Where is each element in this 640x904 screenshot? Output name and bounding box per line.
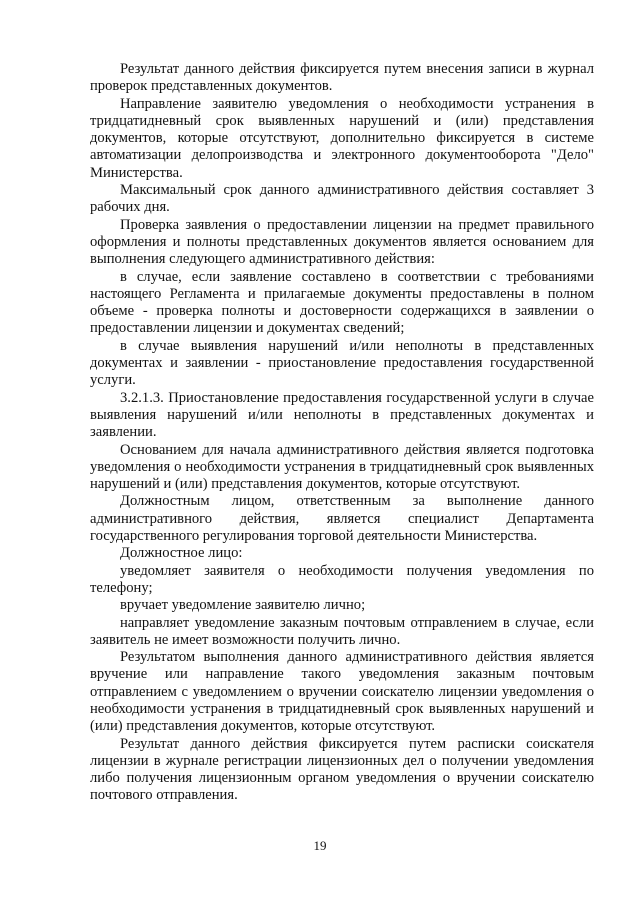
- paragraph-2: Направление заявителю уведомления о необходимости устранения в тридцатидневный срок выявленных нарушений и (или) представления документов, которые отсутствуют, дополнительно фиксируется в системе автоматизации делопроизводства и электронного документооборота "Дело" Министерства.: [90, 95, 594, 181]
- paragraph-10: Должностное лицо:: [120, 545, 243, 562]
- paragraph-5: в случае, если заявление составлено в соответствии с требованиями настоящего Регламента и прилагаемые документы предоставлены в полном объеме - проверка полноты и достоверности содержащихся в заявлении о предоставлении лицензии и документах сведений;: [90, 268, 594, 337]
- paragraph-11: уведомляет заявителя о необходимости получения уведомления по телефону;: [90, 562, 594, 596]
- paragraph-4: Проверка заявления о предоставлении лицензии на предмет правильного оформления и полноты представленных документов является основанием для выполнения следующего административного действия:: [90, 216, 594, 268]
- paragraph-14: Результатом выполнения данного административного действия является вручение или направление такого уведомления заказным почтовым отправлением с уведомлением о вручении соискателю лицензии уведомления о необходимости устранения в тридцатидневный срок выявленных нарушений и (или) представления документов, которые отсутствуют.: [90, 649, 594, 735]
- paragraph-8: Основанием для начала административного действия является подготовка уведомления о необходимости устранения в тридцатидневный срок выявленных нарушений и (или) представления документов, которые отсутствуют.: [90, 441, 594, 493]
- paragraph-9: Должностным лицом, ответственным за выполнение данного административного действия, является специалист Департамента государственного регулирования торговой деятельности Министерства.: [90, 493, 594, 545]
- body-text: [90, 61, 594, 805]
- paragraph-13: направляет уведомление заказным почтовым отправлением в случае, если заявитель не имеет возможности получить лично.: [90, 614, 594, 648]
- paragraph-6: в случае выявления нарушений и/или неполноты в представленных документах и заявлении - приостановление предоставления государственной услуги.: [90, 337, 594, 389]
- paragraph-1: Результат данного действия фиксируется путем внесения записи в журнал проверок представленных документов.: [90, 61, 594, 95]
- section-heading-3-2-1-3: 3.2.1.3. Приостановление предоставления государственной услуги в случае выявления нарушений и/или неполноты в представленных документах и заявлении.: [90, 389, 594, 441]
- paragraph-12: вручает уведомление заявителю лично;: [120, 597, 366, 614]
- paragraph-15: Результат данного действия фиксируется путем расписки соискателя лицензии в журнале регистрации лицензионных дел о получении уведомления либо получения лицензионным органом уведомления о вручении соискателю почтового отправления.: [90, 735, 594, 804]
- page-number: 19: [313, 838, 327, 853]
- paragraph-3: Максимальный срок данного административного действия составляет 3 рабочих дня.: [90, 182, 594, 216]
